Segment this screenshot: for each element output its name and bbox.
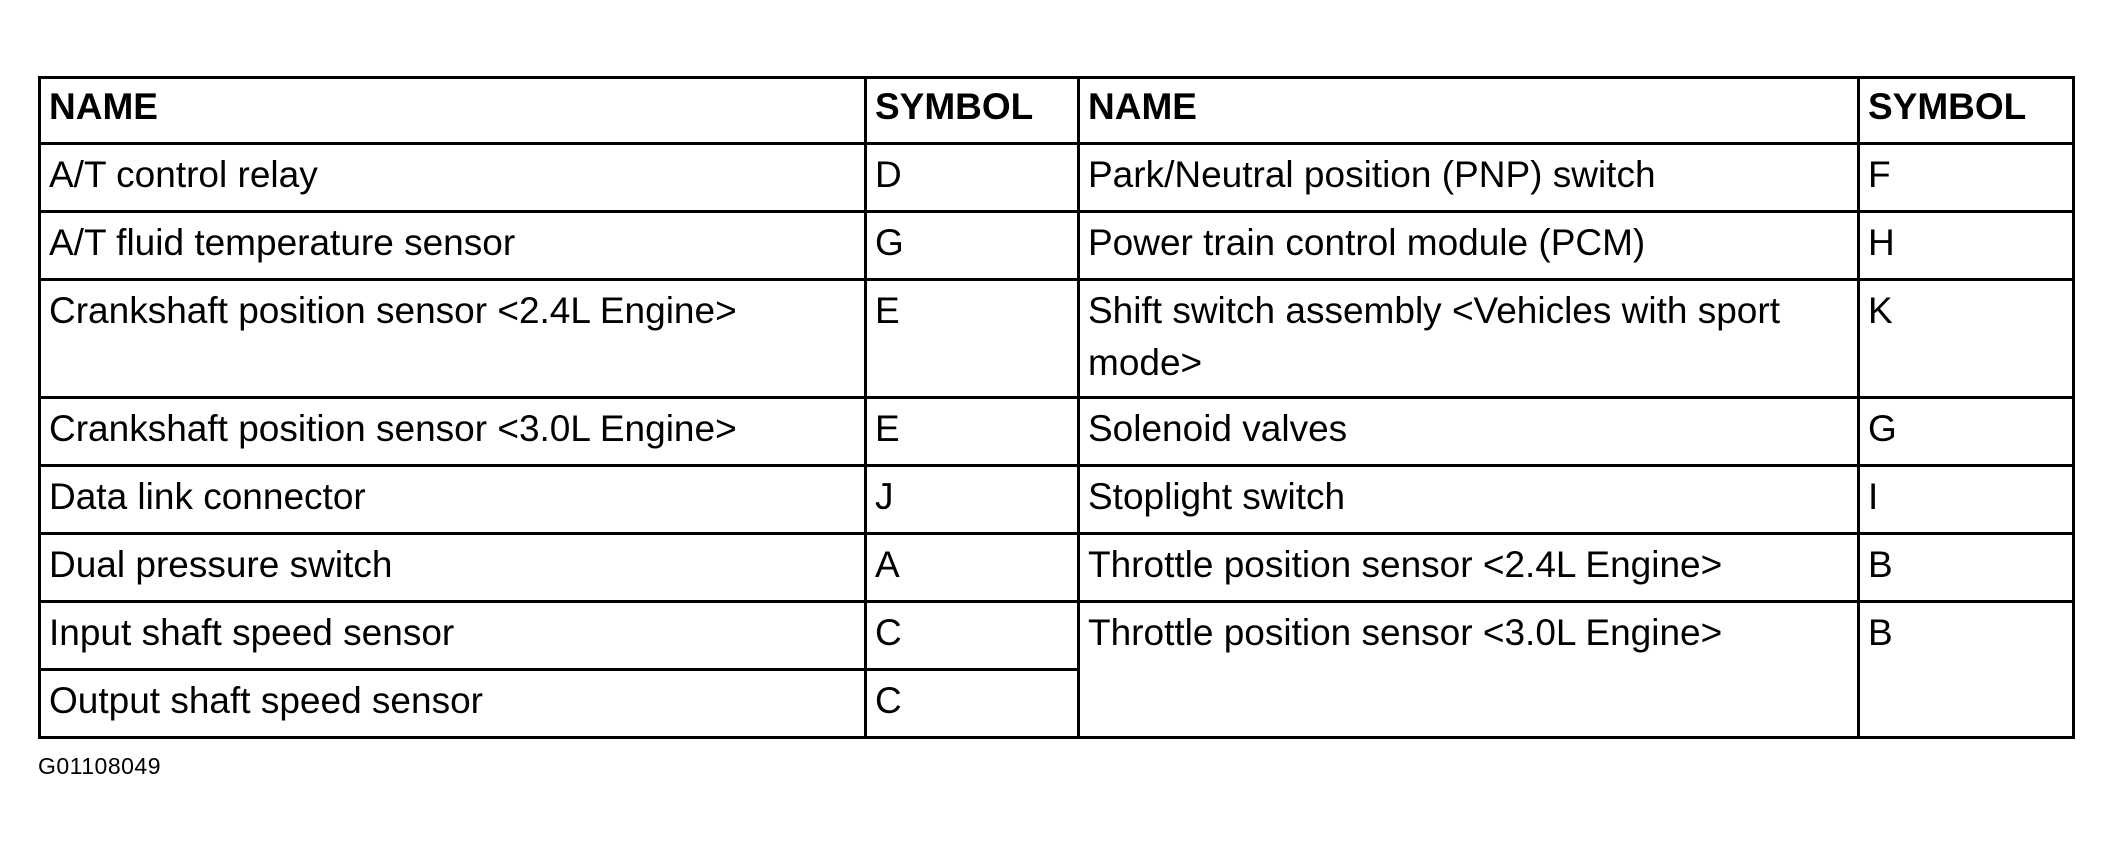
table-row <box>40 398 2074 466</box>
header-symbol-right: SYMBOL <box>1859 78 2074 144</box>
table-row <box>40 602 2074 670</box>
cell-symbol-right: K <box>1859 280 2074 398</box>
cell-symbol-right: H <box>1859 212 2074 280</box>
table-row <box>40 466 2074 534</box>
cell-name-right: Shift switch assembly <Vehicles with sport mode> <box>1079 280 1859 398</box>
header-name-right: NAME <box>1079 78 1859 144</box>
cell-name-left: A/T control relay <box>40 144 866 212</box>
table-row <box>40 212 2074 280</box>
table-row <box>40 534 2074 602</box>
cell-name-right: Power train control module (PCM) <box>1079 212 1859 280</box>
table-row <box>40 280 2074 398</box>
cell-symbol-right: I <box>1859 466 2074 534</box>
cell-symbol-left: A <box>866 534 1079 602</box>
component-table <box>38 76 2075 739</box>
cell-symbol-right: B <box>1859 534 2074 602</box>
cell-name-left: Output shaft speed sensor <box>40 670 866 738</box>
cell-name-left: Crankshaft position sensor <2.4L Engine> <box>40 280 866 398</box>
cell-name-right: Throttle position sensor <2.4L Engine> <box>1079 534 1859 602</box>
header-row <box>40 78 2074 144</box>
cell-symbol-left: E <box>866 398 1079 466</box>
header-symbol-left: SYMBOL <box>866 78 1079 144</box>
cell-name-left: Crankshaft position sensor <3.0L Engine> <box>40 398 866 466</box>
cell-symbol-left: C <box>866 670 1079 738</box>
cell-name-left: Input shaft speed sensor <box>40 602 866 670</box>
cell-symbol-left: C <box>866 602 1079 670</box>
table-row <box>40 144 2074 212</box>
cell-name-right: Stoplight switch <box>1079 466 1859 534</box>
figure-id: G01108049 <box>38 753 162 779</box>
cell-name-left: Dual pressure switch <box>40 534 866 602</box>
cell-name-left: A/T fluid temperature sensor <box>40 212 866 280</box>
cell-name-right: Throttle position sensor <3.0L Engine> <box>1079 602 1859 738</box>
cell-symbol-left: E <box>866 280 1079 398</box>
cell-symbol-left: J <box>866 466 1079 534</box>
cell-name-right: Park/Neutral position (PNP) switch <box>1079 144 1859 212</box>
cell-symbol-right: B <box>1859 602 2074 738</box>
header-name-left: NAME <box>40 78 866 144</box>
cell-name-right: Solenoid valves <box>1079 398 1859 466</box>
cell-symbol-left: D <box>866 144 1079 212</box>
cell-symbol-right: G <box>1859 398 2074 466</box>
cell-symbol-left: G <box>866 212 1079 280</box>
cell-name-left: Data link connector <box>40 466 866 534</box>
cell-symbol-right: F <box>1859 144 2074 212</box>
